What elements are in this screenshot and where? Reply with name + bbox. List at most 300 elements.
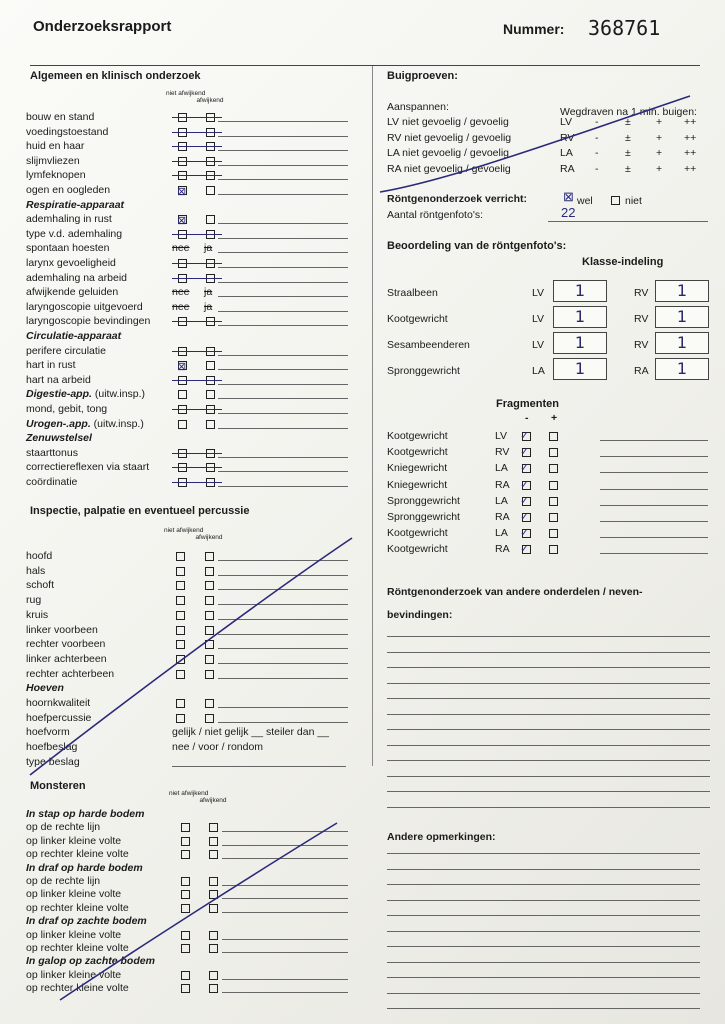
fragment-row-label: Kootgewricht	[387, 543, 448, 556]
fragment-row-code: LA	[495, 527, 508, 540]
checkbox-niet-afwijkend[interactable]	[181, 850, 190, 859]
remark-line	[218, 634, 348, 635]
buig-scale-option[interactable]: -	[595, 131, 599, 144]
remark-line	[218, 486, 348, 487]
andere-write-line	[387, 791, 710, 792]
remark-line	[218, 604, 348, 605]
buig-row-code: RV	[560, 131, 575, 144]
column-header-afwijkend: afwijkend	[199, 797, 227, 804]
fragment-row-code: LA	[495, 462, 508, 475]
opmerkingen-write-line	[387, 884, 700, 885]
ink-strike	[172, 146, 222, 147]
remark-line	[218, 722, 348, 723]
number-label: Nummer:	[503, 21, 565, 37]
klasse-code-right: RV	[634, 287, 649, 299]
row-label: type v.d. ademhaling	[26, 227, 123, 240]
ink-check-mark: ✓	[520, 543, 530, 556]
klasse-row-label: Kootgewricht	[387, 313, 448, 325]
fragment-remark-line	[600, 472, 708, 473]
checkbox-afwijkend[interactable]	[205, 552, 214, 561]
row-label: linker achterbeen	[26, 652, 107, 665]
checkbox-niet-afwijkend[interactable]	[176, 552, 185, 561]
klasse-value-right[interactable]: 1	[655, 332, 709, 354]
buig-scale-option[interactable]: +	[656, 162, 663, 175]
row-label: laryngoscopie bevindingen	[26, 315, 151, 328]
checkbox-afwijkend[interactable]	[205, 655, 214, 664]
andere-write-line	[387, 729, 710, 730]
row-label: ademhaling na arbeid	[26, 271, 127, 284]
andere-write-line	[387, 745, 710, 746]
checkbox-afwijkend[interactable]	[205, 670, 214, 679]
section-title: Monsteren	[30, 780, 86, 792]
checkbox-afwijkend[interactable]	[209, 837, 218, 846]
row-label: rechter achterbeen	[26, 667, 115, 680]
remark-line	[218, 165, 348, 166]
fragment-row-code: RA	[495, 478, 510, 491]
andere-write-line	[387, 636, 710, 637]
ink-check-mark: ✓	[520, 446, 530, 459]
report-title: Onderzoeksrapport	[33, 18, 172, 35]
column-header-afwijkend: afwijkend	[196, 97, 224, 104]
checkbox-afwijkend[interactable]	[206, 420, 215, 429]
remark-line	[218, 663, 348, 664]
remark-line	[218, 136, 348, 137]
checkbox-niet-afwijkend[interactable]	[181, 823, 190, 832]
row-label: hart na arbeid	[26, 373, 91, 386]
report-number: 368761	[588, 16, 661, 40]
remark-line	[218, 121, 348, 122]
remark-line	[218, 678, 348, 679]
checkbox-niet-afwijkend[interactable]	[181, 984, 190, 993]
remark-line	[218, 194, 348, 195]
row-label: rechter voorbeen	[26, 638, 106, 651]
klasse-value-left[interactable]: 1	[553, 306, 607, 328]
buig-row-label: RV niet gevoelig / gevoelig	[387, 131, 512, 144]
klasse-code-left: LV	[532, 313, 545, 325]
andere-write-line	[387, 714, 710, 715]
checkbox-afwijkend[interactable]	[209, 944, 218, 953]
fragment-row-code: RV	[495, 446, 510, 459]
checkbox-afwijkend[interactable]	[206, 215, 215, 224]
fragment-row-label: Spronggewricht	[387, 511, 460, 523]
row-header-suffix: (uitw.insp.)	[90, 417, 144, 430]
checkbox-afwijkend[interactable]	[205, 626, 214, 635]
checkbox-afwijkend[interactable]	[209, 931, 218, 940]
ink-strike	[172, 467, 222, 468]
row-label: op linker kleine volte	[26, 928, 122, 941]
buig-scale-option[interactable]: -	[595, 147, 599, 159]
fragment-checkbox-plus[interactable]	[549, 497, 558, 506]
ink-strike	[172, 175, 222, 176]
column-header-niet-afwijkend: niet afwijkend	[164, 527, 204, 534]
aantal-line	[548, 221, 708, 222]
opmerkingen-write-line	[387, 946, 700, 947]
remark-line	[218, 311, 348, 312]
klasse-value-right[interactable]: 1	[655, 280, 709, 302]
checkbox-afwijkend[interactable]	[205, 640, 214, 649]
row-label: larynx gevoeligheid	[26, 257, 116, 269]
column-divider	[372, 66, 373, 766]
andere-write-line	[387, 683, 710, 684]
remark-line	[222, 845, 348, 846]
row-label: staarttonus	[26, 446, 78, 459]
remark-line	[218, 384, 348, 385]
buig-row-code: RA	[560, 162, 575, 175]
checkbox-afwijkend[interactable]	[209, 890, 218, 899]
checkbox-niet-afwijkend[interactable]	[178, 390, 187, 399]
row-label: hoornkwaliteit	[26, 697, 91, 709]
klasse-value-left[interactable]: 1	[553, 280, 607, 302]
option-wel[interactable]: wel	[577, 195, 593, 207]
row-label: spontaan hoesten	[26, 242, 110, 255]
checkbox-niet-afwijkend[interactable]	[176, 699, 185, 708]
opmerkingen-write-line	[387, 962, 700, 963]
ink-check-wel: ⊠	[563, 189, 574, 204]
ink-strike	[172, 117, 222, 118]
aantal-value: 22	[561, 205, 576, 220]
fragment-row-label: Kootgewricht	[387, 527, 448, 540]
fragment-remark-line	[600, 553, 708, 554]
buig-scale-option[interactable]: -	[595, 162, 599, 175]
andere-title-cont: bevindingen:	[387, 609, 453, 621]
row-label: voedingstoestand	[26, 125, 109, 138]
ink-check-mark: ⊠	[177, 215, 187, 228]
fragment-row-code: RA	[495, 543, 510, 556]
fragment-row-code: RA	[495, 511, 510, 523]
row-label: lymfeknopen	[26, 169, 86, 182]
row-label: hoefbeslag	[26, 741, 78, 754]
aantal-label: Aantal röntgenfoto's:	[387, 209, 483, 221]
rontgen-verricht-label: Röntgenonderzoek verricht:	[387, 193, 528, 205]
fragment-remark-line	[600, 505, 708, 506]
ink-strike	[172, 278, 222, 279]
remark-line	[218, 325, 348, 326]
row-label: linker voorbeen	[26, 623, 98, 636]
checkbox-niet-afwijkend[interactable]	[181, 904, 190, 913]
fragment-checkbox-plus[interactable]	[549, 513, 558, 522]
checkbox-niet-afwijkend[interactable]	[176, 655, 185, 664]
row-label: op rechter kleine volte	[26, 848, 129, 861]
row-label: type beslag	[26, 755, 80, 768]
buig-scale-option[interactable]: +	[656, 116, 663, 128]
buig-scale-option[interactable]: ±	[625, 162, 631, 175]
row-label: rug	[26, 594, 42, 607]
option-nee[interactable]: nee	[172, 286, 190, 299]
remark-line	[218, 355, 348, 356]
buig-scale-option[interactable]: +	[656, 147, 663, 159]
fragment-checkbox-plus[interactable]	[549, 432, 558, 441]
checkbox-niet-afwijkend[interactable]	[176, 596, 185, 605]
row-label: op rechter kleine volte	[26, 982, 129, 995]
remark-line	[222, 992, 348, 993]
buig-row-code: LV	[560, 116, 573, 128]
andere-write-line	[387, 698, 710, 699]
remark-line	[218, 560, 348, 561]
row-header: Respiratie-apparaat	[26, 198, 125, 211]
row-header: In stap op harde bodem	[26, 808, 145, 820]
opmerkingen-write-line	[387, 993, 700, 994]
ink-check-mark: ✓	[520, 430, 530, 442]
row-label: op de rechte lijn	[26, 821, 101, 834]
row-option-text: nee / voor / rondom	[172, 741, 264, 754]
buig-scale-option[interactable]: +	[656, 131, 663, 144]
row-label: perifere circulatie	[26, 344, 106, 357]
ink-check-mark: ✓	[520, 511, 530, 523]
row-label: hart in rust	[26, 359, 76, 372]
buig-scale-option[interactable]: ++	[684, 162, 697, 175]
ink-check-mark: ✓	[520, 494, 530, 507]
fragment-remark-line	[600, 440, 708, 441]
andere-write-line	[387, 667, 710, 668]
row-label: op linker kleine volte	[26, 834, 122, 847]
opmerkingen-write-line	[387, 869, 700, 870]
buig-scale-option[interactable]: ++	[684, 116, 697, 128]
checkbox-niet-afwijkend[interactable]	[181, 890, 190, 899]
row-label: op rechter kleine volte	[26, 942, 129, 954]
buig-scale-option[interactable]: ±	[625, 131, 631, 144]
row-header: Digestie-app. (uitw.insp.)	[26, 388, 146, 401]
checkbox-afwijkend[interactable]	[205, 699, 214, 708]
remark-line	[218, 575, 348, 576]
checkbox-niet-afwijkend[interactable]	[176, 714, 185, 723]
header-rule	[30, 65, 700, 66]
fragment-checkbox-plus[interactable]	[549, 464, 558, 473]
checkbox-niet-afwijkend[interactable]	[178, 420, 187, 429]
fragment-row-label: Spronggewricht	[387, 494, 460, 507]
ink-check-mark: ⊠	[177, 186, 187, 198]
ink-strike	[172, 263, 222, 264]
andere-write-line	[387, 652, 710, 653]
opmerkingen-write-line	[387, 1008, 700, 1009]
row-header-suffix: (uitw.insp.)	[91, 388, 146, 401]
remark-line	[222, 979, 348, 980]
buig-row-code: LA	[560, 147, 573, 159]
checkbox-niet-afwijkend[interactable]	[176, 611, 185, 620]
checkbox-niet-afwijkend[interactable]	[181, 877, 190, 886]
checkbox-afwijkend[interactable]	[209, 971, 218, 980]
fragmenten-plus: +	[551, 412, 558, 424]
andere-write-line	[387, 807, 710, 808]
fragmenten-title: Fragmenten	[496, 398, 559, 410]
row-label: bouw en stand	[26, 111, 95, 123]
ink-check-mark: ⊠	[177, 361, 187, 374]
remark-line	[218, 282, 348, 283]
buig-row-label: LV niet gevoelig / gevoelig	[387, 116, 509, 128]
checkbox-niet[interactable]	[611, 196, 620, 205]
option-nee[interactable]: nee	[172, 300, 190, 313]
row-header: In draf op zachte bodem	[26, 915, 147, 928]
fragment-row-label: Kniegewricht	[387, 478, 448, 491]
remark-line	[218, 471, 348, 472]
klasse-row-label: Straalbeen	[387, 287, 438, 299]
klasse-value-right[interactable]: 1	[655, 306, 709, 328]
row-header: Urogen-.app. (uitw.insp.)	[26, 417, 144, 430]
aanspannen-label: Aanspannen:	[387, 101, 449, 113]
row-label: op linker kleine volte	[26, 968, 122, 981]
checkbox-afwijkend[interactable]	[206, 186, 215, 195]
fragment-remark-line	[600, 489, 708, 490]
buig-scale-option[interactable]: -	[595, 116, 599, 128]
remark-line	[218, 267, 348, 268]
andere-write-line	[387, 776, 710, 777]
option-ja[interactable]: ja	[204, 286, 213, 299]
checkbox-afwijkend[interactable]	[205, 567, 214, 576]
beoordeling-title: Beoordeling van de röntgenfoto's:	[387, 240, 567, 252]
fragment-row-code: LA	[495, 494, 508, 507]
row-label: hoefpercussie	[26, 711, 92, 724]
fragmenten-minus: -	[525, 412, 529, 424]
buig-scale-option[interactable]: ++	[684, 147, 697, 159]
fragment-row-label: Kootgewricht	[387, 430, 448, 442]
klasse-code-right: RV	[634, 313, 649, 325]
klasse-value-left[interactable]: 1	[553, 358, 607, 380]
row-label: correctiereflexen via staart	[26, 461, 150, 474]
remark-line	[222, 885, 348, 886]
klasse-row-label: Sesambeenderen	[387, 339, 470, 351]
remark-line	[218, 398, 348, 399]
option-niet[interactable]: niet	[625, 195, 642, 207]
row-header: Zenuwstelsel	[26, 432, 92, 445]
remark-line	[218, 252, 348, 253]
klasse-code-left: LV	[532, 287, 545, 299]
opmerkingen-write-line	[387, 931, 700, 932]
remark-line	[218, 150, 348, 151]
row-label: coördinatie	[26, 476, 78, 488]
ink-check-mark: ✓	[520, 527, 530, 540]
buig-title: Buigproeven:	[387, 70, 458, 82]
opmerkingen-title: Andere opmerkingen:	[387, 831, 496, 843]
wegdraven-label: Wegdraven na 1 min. buigen:	[560, 106, 697, 118]
remark-line	[222, 831, 348, 832]
buig-scale-option[interactable]: ++	[684, 131, 697, 144]
row-option-text: gelijk / niet gelijk __ steiler dan __	[172, 726, 330, 739]
checkbox-niet-afwijkend[interactable]	[176, 670, 185, 679]
row-label: hoofd	[26, 550, 53, 562]
checkbox-niet-afwijkend[interactable]	[181, 931, 190, 940]
checkbox-niet-afwijkend[interactable]	[176, 626, 185, 635]
klasse-code-left: LV	[532, 339, 545, 351]
klasse-code-right: RV	[634, 339, 649, 351]
klasse-row-label: Spronggewricht	[387, 365, 460, 377]
remark-line	[218, 428, 348, 429]
checkbox-afwijkend[interactable]	[205, 596, 214, 605]
ink-strike	[172, 453, 222, 454]
checkbox-afwijkend[interactable]	[205, 714, 214, 723]
klasse-code-right: RA	[634, 365, 649, 377]
opmerkingen-write-line	[387, 977, 700, 978]
remark-line	[218, 619, 348, 620]
opmerkingen-write-line	[387, 915, 700, 916]
remark-line	[218, 413, 348, 414]
andere-write-line	[387, 760, 710, 761]
option-nee[interactable]: nee	[172, 242, 190, 255]
row-label: schoft	[26, 579, 55, 592]
fragment-checkbox-plus[interactable]	[549, 529, 558, 538]
checkbox-niet-afwijkend[interactable]	[181, 837, 190, 846]
row-label: op de rechte lijn	[26, 875, 101, 887]
checkbox-niet-afwijkend[interactable]	[181, 944, 190, 953]
remark-line	[222, 898, 348, 899]
remark-line	[218, 457, 348, 458]
checkbox-afwijkend[interactable]	[209, 850, 218, 859]
buig-scale-option[interactable]: ±	[625, 147, 631, 159]
checkbox-afwijkend[interactable]	[209, 823, 218, 832]
remark-line	[218, 296, 348, 297]
fragment-checkbox-plus[interactable]	[549, 545, 558, 554]
checkbox-afwijkend[interactable]	[209, 984, 218, 993]
checkbox-niet-afwijkend[interactable]	[176, 567, 185, 576]
fragment-remark-line	[600, 521, 708, 522]
checkbox-afwijkend[interactable]	[206, 390, 215, 399]
remark-line	[218, 369, 348, 370]
opmerkingen-write-line	[387, 853, 700, 854]
fragment-remark-line	[600, 456, 708, 457]
row-label: huid en haar	[26, 140, 85, 153]
remark-line	[218, 238, 348, 239]
row-label: op rechter kleine volte	[26, 901, 129, 914]
klasse-code-left: LA	[532, 365, 545, 377]
ink-check-mark: ✓	[520, 478, 530, 491]
klasse-value-right[interactable]: 1	[655, 358, 709, 380]
remark-line	[172, 766, 346, 767]
checkbox-niet-afwijkend[interactable]	[176, 640, 185, 649]
checkbox-afwijkend[interactable]	[209, 877, 218, 886]
andere-title: Röntgenonderzoek van andere onderdelen / neven-	[387, 586, 643, 598]
fragment-remark-line	[600, 537, 708, 538]
column-header-niet-afwijkend: niet afwijkend	[166, 90, 206, 97]
row-label: hals	[26, 564, 46, 577]
fragment-checkbox-plus[interactable]	[549, 448, 558, 457]
row-header: Circulatie-apparaat	[26, 330, 122, 342]
remark-line	[222, 912, 348, 913]
row-label: afwijkende geluiden	[26, 286, 119, 299]
row-label: op linker kleine volte	[26, 888, 122, 901]
checkbox-afwijkend[interactable]	[209, 904, 218, 913]
fragment-checkbox-plus[interactable]	[549, 481, 558, 490]
row-label: ogen en oogleden	[26, 184, 111, 196]
ink-strike	[172, 482, 222, 483]
remark-line	[218, 223, 348, 224]
column-header-afwijkend: afwijkend	[195, 534, 223, 541]
remark-line	[222, 952, 348, 953]
checkbox-afwijkend[interactable]	[206, 361, 215, 370]
row-header: In galop op zachte bodem	[26, 955, 155, 968]
row-label: laryngoscopie uitgevoerd	[26, 300, 143, 313]
column-header-niet-afwijkend: niet afwijkend	[169, 790, 209, 797]
buig-scale-option[interactable]: ±	[625, 116, 631, 128]
ink-strike	[172, 380, 222, 381]
fragment-row-code: LV	[495, 430, 508, 442]
remark-line	[218, 707, 348, 708]
checkbox-niet-afwijkend[interactable]	[181, 971, 190, 980]
buig-row-label: LA niet gevoelig / gevoelig	[387, 147, 510, 159]
ink-check-mark: ✓	[520, 462, 530, 475]
remark-line	[218, 648, 348, 649]
checkbox-afwijkend[interactable]	[205, 581, 214, 590]
row-header: In draf op harde bodem	[26, 861, 143, 874]
remark-line	[222, 939, 348, 940]
ink-strike	[172, 161, 222, 162]
option-ja[interactable]: ja	[204, 242, 213, 255]
ink-strike	[172, 351, 222, 352]
checkbox-niet-afwijkend[interactable]	[176, 581, 185, 590]
option-ja[interactable]: ja	[204, 300, 213, 313]
ink-strike	[172, 409, 222, 410]
klasse-title: Klasse-indeling	[582, 256, 664, 268]
checkbox-afwijkend[interactable]	[205, 611, 214, 620]
klasse-value-left[interactable]: 1	[553, 332, 607, 354]
section-title: Algemeen en klinisch onderzoek	[30, 70, 201, 82]
